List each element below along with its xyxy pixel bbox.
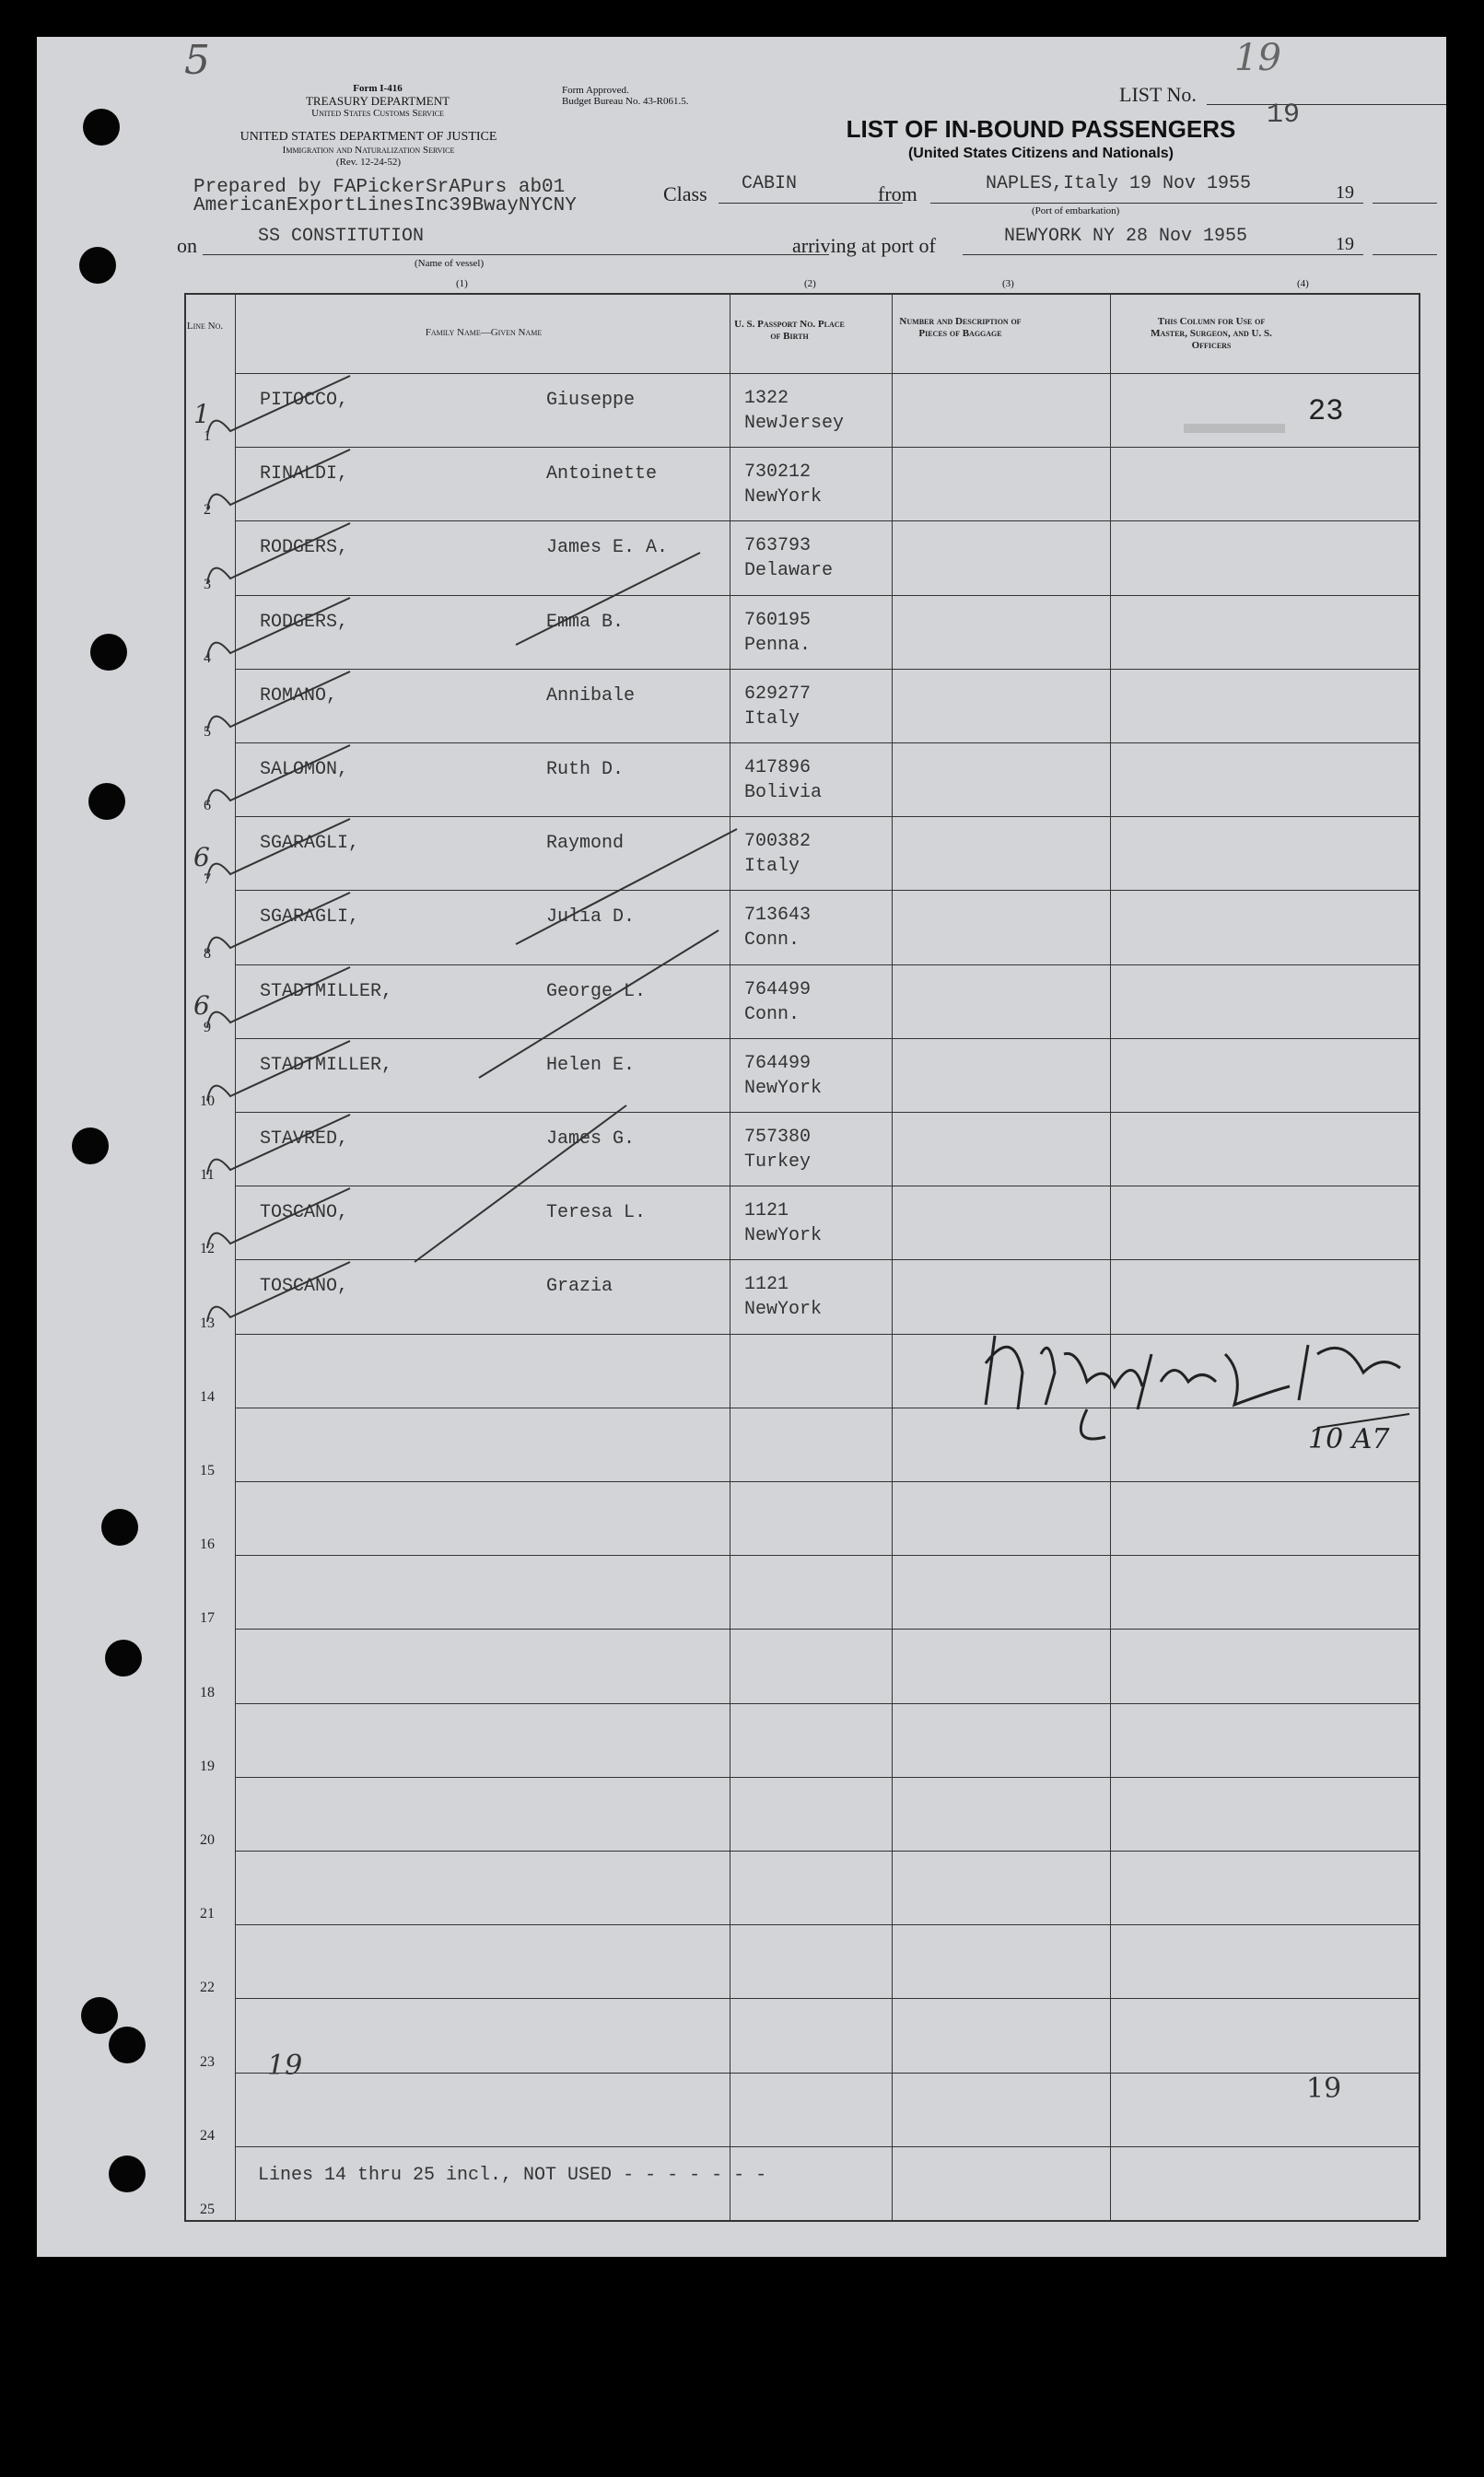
place-of-birth: NewJersey xyxy=(744,413,845,434)
vessel-col-number: (1) xyxy=(456,278,468,289)
given-name: Giuseppe xyxy=(546,390,636,411)
place-of-birth: Bolivia xyxy=(744,782,823,803)
row-handwritten-mark: 6 xyxy=(193,842,210,873)
list-no-value: 19 xyxy=(1267,99,1301,131)
line-number: 15 xyxy=(200,1463,215,1478)
passport-number: 1121 xyxy=(744,1274,789,1296)
passport-number: 757380 xyxy=(744,1127,812,1148)
passport-number: 764499 xyxy=(744,978,812,1000)
row-handwritten-mark: 6 xyxy=(193,989,210,1021)
passport-number: 417896 xyxy=(744,757,812,778)
line-number: 23 xyxy=(200,2053,215,2070)
officer-smudge xyxy=(1184,424,1285,433)
line-number: 14 xyxy=(200,1388,215,1405)
family-name: ROMANO, xyxy=(260,684,338,707)
corner-mark: 5 xyxy=(184,37,210,84)
prepared-by-1: Prepared by FAPickerSrAPurs ab01 xyxy=(193,177,566,198)
family-name: SGARAGLI, xyxy=(260,833,360,855)
line-number: 12 xyxy=(200,1241,215,1257)
tally-strokes xyxy=(37,37,1484,1326)
header-passport: U. S. Passport No. Place of Birth xyxy=(734,319,845,342)
binder-hole xyxy=(109,2156,146,2192)
line-number: 25 xyxy=(200,2202,215,2217)
place-of-birth: NewYork xyxy=(744,486,823,508)
passport-number: 713643 xyxy=(744,905,812,927)
place-of-birth: NewYork xyxy=(744,1077,823,1099)
class-label: Class xyxy=(663,182,707,205)
line-number: 21 xyxy=(200,1906,215,1922)
given-name: James G. xyxy=(546,1128,636,1150)
line-number: 10 xyxy=(200,1093,215,1109)
place-of-birth: Conn. xyxy=(744,929,800,952)
line-number: 1 xyxy=(204,428,211,445)
place-of-birth: Conn. xyxy=(744,1003,800,1025)
line-number: 18 xyxy=(200,1684,215,1700)
place-of-birth: NewYork xyxy=(744,1299,823,1321)
from-label: from xyxy=(878,182,917,205)
given-name: George L. xyxy=(546,980,647,1002)
arriving-label: arriving at port of xyxy=(792,234,936,257)
family-name: TOSCANO, xyxy=(260,1202,349,1224)
treasury-dept: TREASURY DEPARTMENT xyxy=(305,94,450,108)
list-subtitle: (United States Citizens and Nationals) xyxy=(907,146,1174,161)
passport-number: 1121 xyxy=(744,1200,789,1222)
passport-number: 1322 xyxy=(744,388,789,409)
given-name: Annibale xyxy=(546,684,636,707)
place-of-birth: Delaware xyxy=(744,560,834,582)
prepared-by-2: AmericanExportLinesInc39BwayNYCNY xyxy=(193,195,577,216)
year-suffix-2: 19 xyxy=(1336,234,1354,254)
family-name: STAVRED, xyxy=(260,1128,349,1150)
line-number: 20 xyxy=(200,1832,215,1848)
line-number: 8 xyxy=(204,945,211,962)
list-title: LIST OF IN-BOUND PASSENGERS xyxy=(846,115,1236,143)
line-number: 13 xyxy=(200,1314,215,1331)
col-number-2: (2) xyxy=(804,278,816,289)
list-no-label: LIST No. xyxy=(1119,83,1197,106)
not-used-note: Lines 14 thru 25 incl., NOT USED - - - - - - - xyxy=(258,2165,767,2186)
passport-number: 700382 xyxy=(744,831,812,853)
binder-hole xyxy=(101,1509,138,1546)
place-of-birth: Turkey xyxy=(744,1151,812,1173)
family-name: STADTMILLER, xyxy=(260,1054,393,1076)
given-name: Helen E. xyxy=(546,1054,636,1076)
line-number: 17 xyxy=(200,1610,215,1627)
given-name: Julia D. xyxy=(546,906,636,929)
family-name: TOSCANO, xyxy=(260,1276,349,1298)
line-number: 5 xyxy=(204,724,211,740)
line-number: 7 xyxy=(204,871,211,888)
passport-number: 763793 xyxy=(744,535,812,557)
list-no-handwritten: 19 xyxy=(1234,37,1281,79)
binder-hole xyxy=(79,247,116,284)
form-number: Form I-416 xyxy=(353,83,403,94)
customs-service: United States Customs Service xyxy=(311,108,444,119)
header-line-no: Line No. xyxy=(186,321,224,332)
line-number: 19 xyxy=(200,1758,215,1774)
bottom-right-mark: 19 xyxy=(1306,2073,1342,2105)
line-number: 24 xyxy=(200,2127,215,2144)
col-number-4: (4) xyxy=(1297,278,1309,289)
passport-number: 629277 xyxy=(744,683,812,705)
header-baggage: Number and Description of Pieces of Baggage xyxy=(899,316,1022,339)
place-of-birth: Italy xyxy=(744,707,800,730)
family-name: PITOCCO, xyxy=(260,390,349,411)
given-name: Antoinette xyxy=(546,463,658,485)
line-number: 22 xyxy=(200,1980,215,1996)
ins-service: Immigration and Naturalization Service xyxy=(282,145,455,156)
binder-hole xyxy=(109,2027,146,2063)
line-number: 16 xyxy=(200,1536,215,1553)
given-name: James E. A. xyxy=(546,537,669,559)
family-name: RODGERS, xyxy=(260,611,349,633)
year-suffix-1: 19 xyxy=(1336,182,1354,203)
line-number: 2 xyxy=(204,502,211,519)
form-approved: Form Approved. xyxy=(562,85,629,96)
family-name: SGARAGLI, xyxy=(260,906,360,929)
passport-number: 730212 xyxy=(744,462,812,484)
signature-date: 10 A7 xyxy=(1308,1423,1390,1455)
line-number: 4 xyxy=(204,649,211,666)
line-number: 11 xyxy=(200,1167,215,1184)
binder-hole xyxy=(105,1640,142,1677)
given-name: Grazia xyxy=(546,1276,613,1298)
binder-hole xyxy=(88,783,125,820)
justice-dept: UNITED STATES DEPARTMENT OF JUSTICE xyxy=(240,130,497,144)
passport-number: 764499 xyxy=(744,1052,812,1074)
rev-date: (Rev. 12-24-52) xyxy=(335,157,402,168)
binder-hole xyxy=(83,109,120,146)
family-name: SALOMON, xyxy=(260,759,349,780)
arriving-value: NEWYORK NY 28 Nov 1955 xyxy=(1004,226,1248,247)
place-of-birth: NewYork xyxy=(744,1225,823,1247)
family-name: RODGERS, xyxy=(260,537,349,559)
inspector-signature xyxy=(976,1317,1437,1501)
port-caption: (Port of embarkation) xyxy=(1032,205,1120,216)
family-name: RINALDI, xyxy=(260,463,349,485)
header-officers: This Column for Use of Master, Surgeon, and U. S. Officers xyxy=(1151,316,1272,351)
binder-hole xyxy=(90,634,127,671)
binder-hole xyxy=(72,1128,109,1164)
line-number: 3 xyxy=(204,576,211,592)
family-name: STADTMILLER, xyxy=(260,980,393,1002)
given-name: Teresa L. xyxy=(546,1202,647,1224)
place-of-birth: Italy xyxy=(744,856,800,878)
binder-hole xyxy=(81,1997,118,2034)
col-number-3: (3) xyxy=(1002,278,1014,289)
manifest-sheet xyxy=(37,37,1446,2257)
from-value: NAPLES,Italy 19 Nov 1955 xyxy=(986,173,1252,194)
passport-number: 760195 xyxy=(744,609,812,631)
line-number: 9 xyxy=(204,1019,211,1035)
budget-bureau: Budget Bureau No. 43-R061.5. xyxy=(562,96,689,107)
given-name: Ruth D. xyxy=(546,759,625,780)
officer-count: 23 xyxy=(1308,394,1344,428)
given-name: Raymond xyxy=(546,833,625,855)
vessel-caption: (Name of vessel) xyxy=(415,258,485,269)
class-value: CABIN xyxy=(742,173,798,194)
row-handwritten-mark: 1 xyxy=(193,399,210,429)
on-label: on xyxy=(177,234,197,257)
header-name: Family Name—Given Name xyxy=(425,327,543,338)
given-name: Emma B. xyxy=(546,611,625,633)
vessel-name: SS CONSTITUTION xyxy=(258,226,425,247)
place-of-birth: Penna. xyxy=(744,634,812,656)
line-number: 6 xyxy=(204,798,211,814)
bottom-left-mark: 19 xyxy=(267,2050,303,2082)
